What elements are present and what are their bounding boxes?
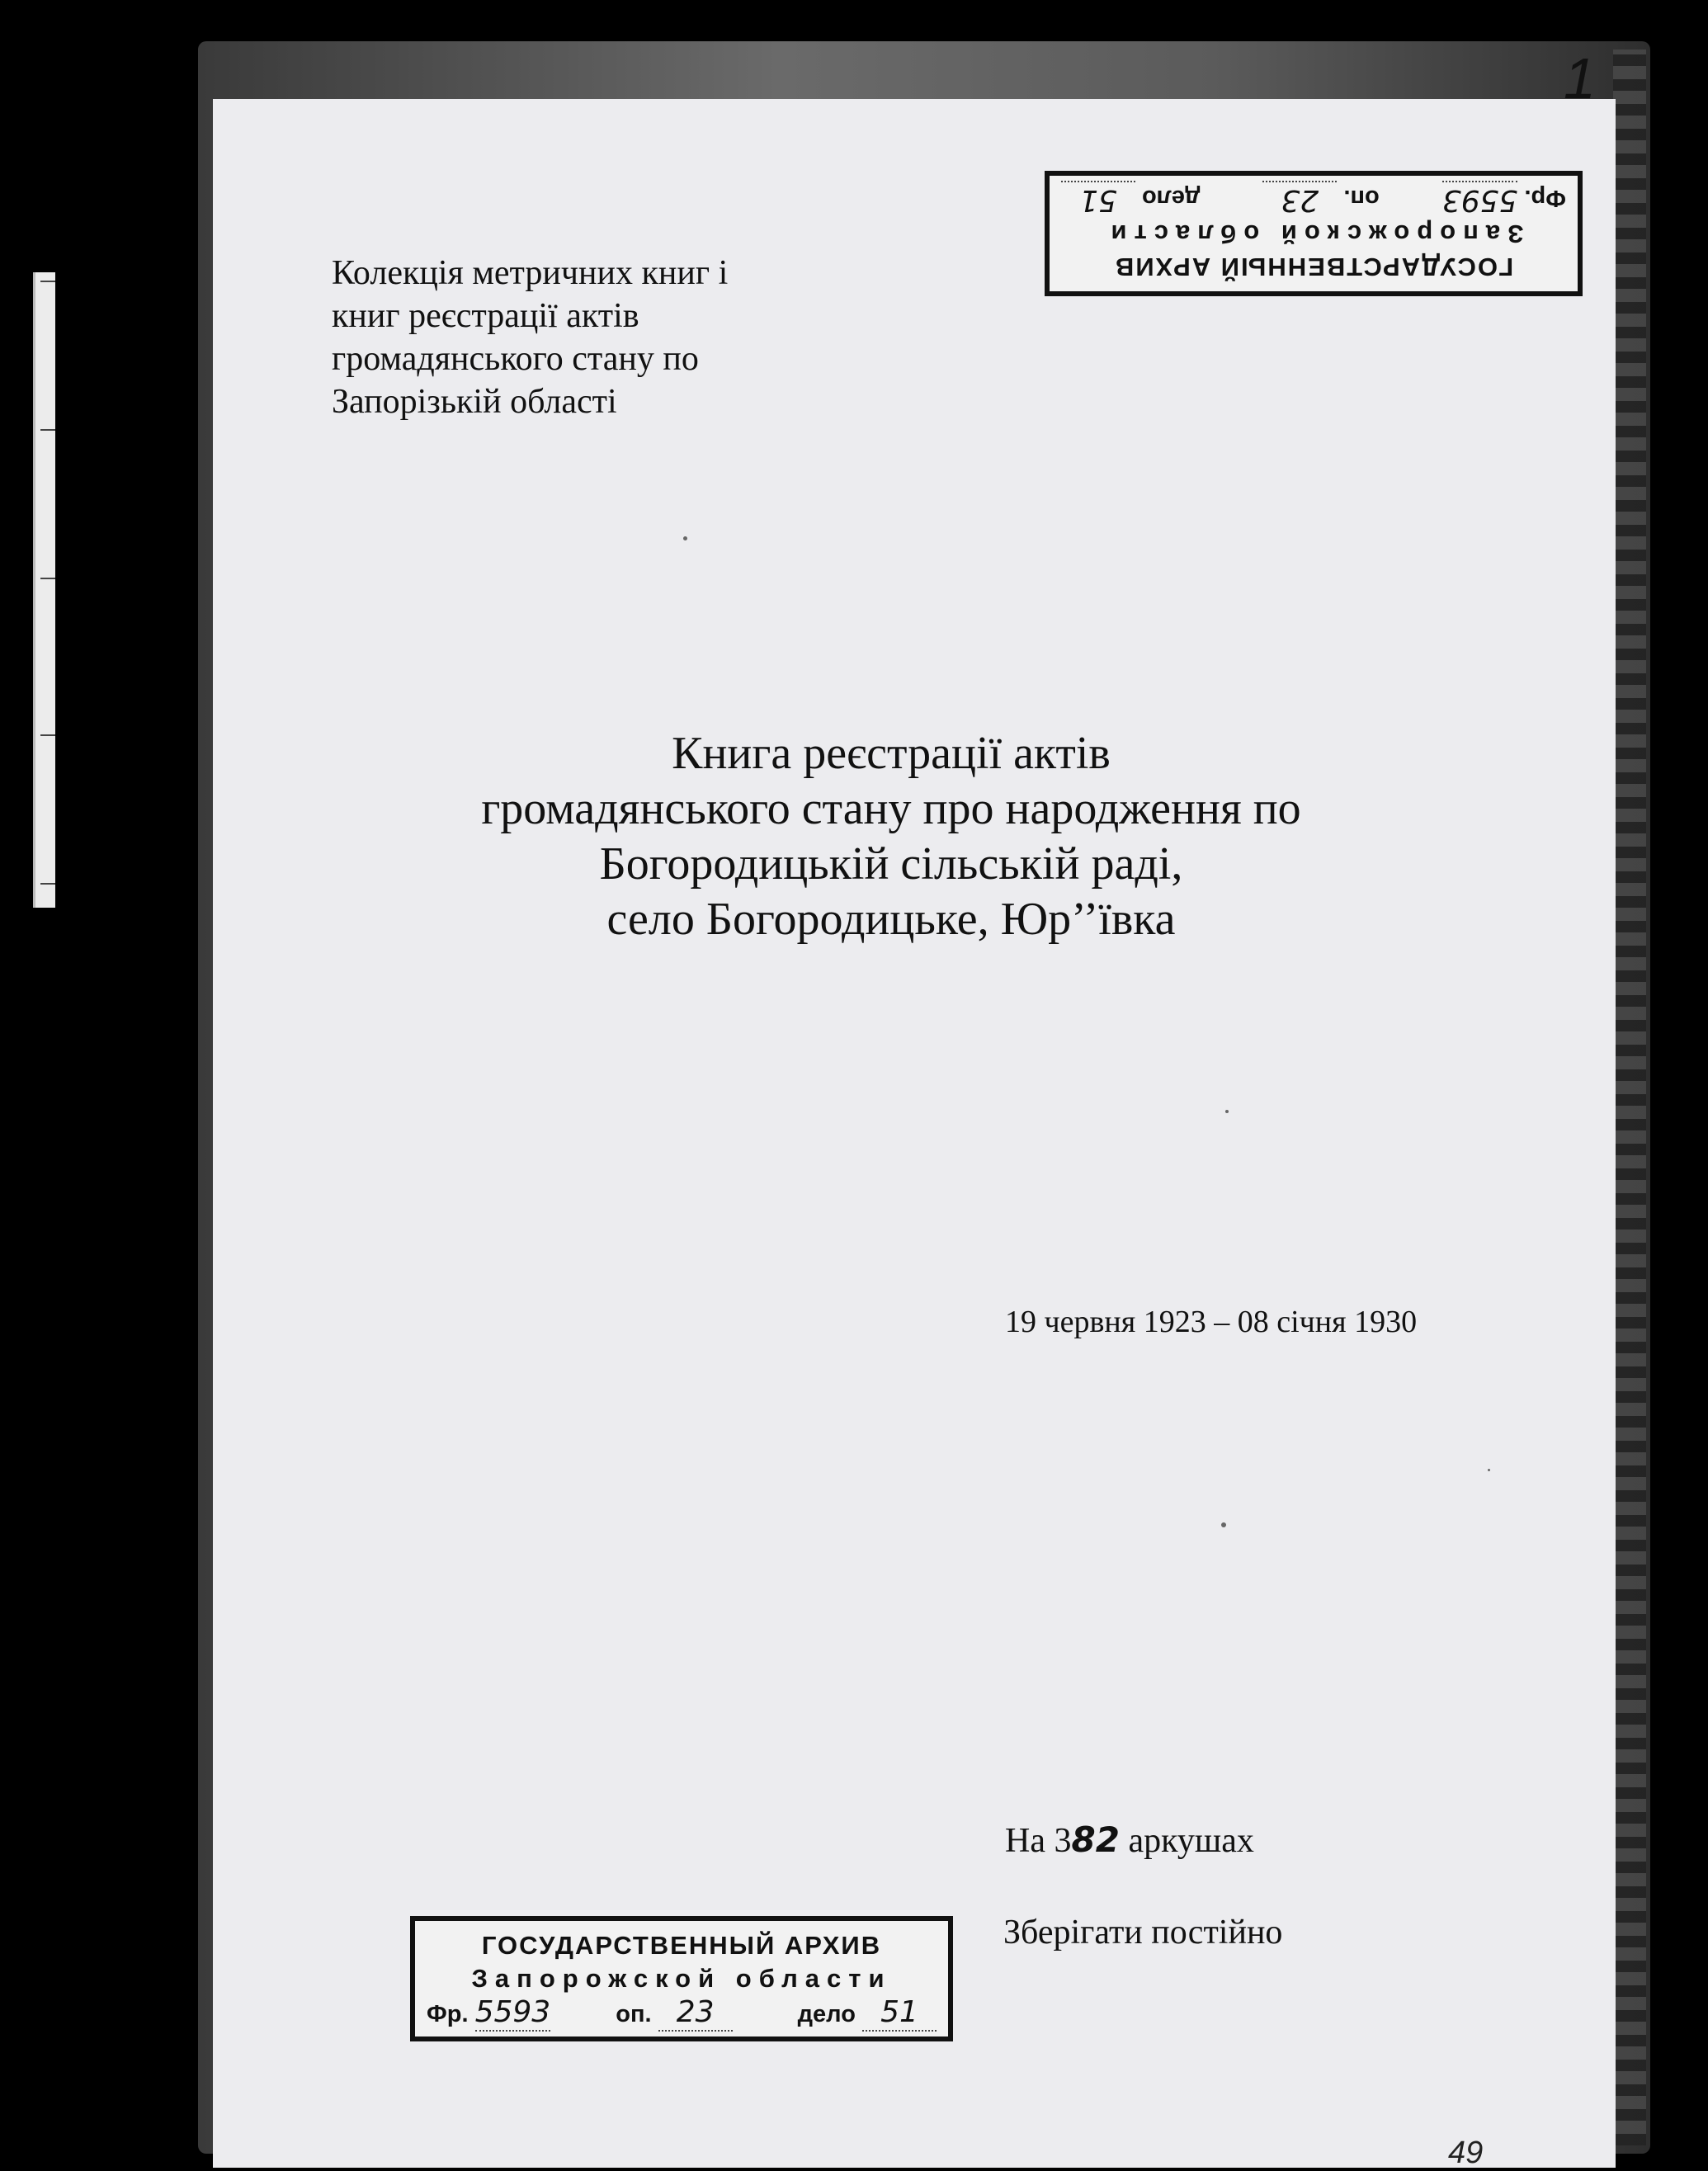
ruler-tick — [40, 734, 55, 736]
stamp-fond-label: Фр. — [1524, 185, 1566, 211]
stamp-region: Запорожской области — [1103, 219, 1524, 248]
ruler-tick — [40, 578, 55, 579]
stamp-opis-value: 23 — [1262, 181, 1337, 217]
archive-stamp — [410, 1916, 953, 2041]
paper-speck — [1225, 1110, 1229, 1113]
ruler-tick — [40, 281, 55, 282]
sheet-count-prefix: На 3 — [1005, 1822, 1072, 1860]
stamp-archive-name: ГОСУДАРСТВЕННЫЙ АРХИВ — [481, 1931, 882, 1960]
collection-line: книг реєстрації актів — [332, 297, 639, 335]
document-title — [396, 726, 1386, 947]
sheet-count-handwritten: 82 — [1071, 1819, 1120, 1860]
folder-edge — [1613, 50, 1646, 2145]
archive-stamp-inverted — [1045, 171, 1583, 296]
paper-speck — [1488, 1469, 1490, 1471]
stamp-reference — [427, 1995, 937, 2032]
stamp-reference — [1061, 181, 1566, 217]
stamp-fond-value: 5593 — [475, 1995, 551, 2032]
stamp-fond-value: 5593 — [1442, 181, 1518, 217]
collection-line: громадянського стану по — [332, 340, 699, 378]
paper-speck — [683, 536, 687, 540]
stamp-delo-label: дело — [797, 2001, 856, 2027]
collection-heading — [332, 252, 909, 423]
scan-ruler — [33, 272, 55, 908]
corner-page-number: 1 — [1564, 46, 1596, 111]
title-line: Книга реєстрації актів — [672, 728, 1111, 779]
stamp-delo-value: 51 — [1061, 181, 1135, 217]
stamp-archive-name: ГОСУДАРСТВЕННЫЙ АРХИВ — [1113, 252, 1514, 281]
stamp-region: Запорожской области — [471, 1964, 892, 1993]
title-line: село Богородицьке, Юр’’ївка — [606, 894, 1176, 945]
stamp-opis-value: 23 — [658, 1995, 733, 2032]
sheet-count-suffix: аркушах — [1128, 1822, 1254, 1860]
stamp-delo-label: дело — [1142, 185, 1201, 211]
ruler-tick — [40, 883, 55, 885]
stamp-opis-label: оп. — [1343, 185, 1380, 211]
collection-line: Колекція метричних книг і — [332, 254, 729, 292]
title-line: громадянського стану про народження по — [481, 783, 1301, 834]
ruler-tick — [40, 429, 55, 431]
storage-note: Зберігати постійно — [1003, 1914, 1283, 1952]
stamp-delo-value: 51 — [862, 1995, 937, 2032]
title-line: Богородицькій сільській раді, — [599, 838, 1183, 890]
sheet-count — [1005, 1819, 1254, 1861]
bottom-handwritten-number: 49 — [1448, 2136, 1484, 2170]
date-range: 19 червня 1923 – 08 січня 1930 — [1005, 1305, 1418, 1339]
paper-speck — [1221, 1522, 1226, 1527]
collection-line: Запорізькій області — [332, 383, 617, 421]
stamp-fond-label: Фр. — [427, 2001, 469, 2027]
stamp-opis-label: оп. — [616, 2001, 652, 2027]
